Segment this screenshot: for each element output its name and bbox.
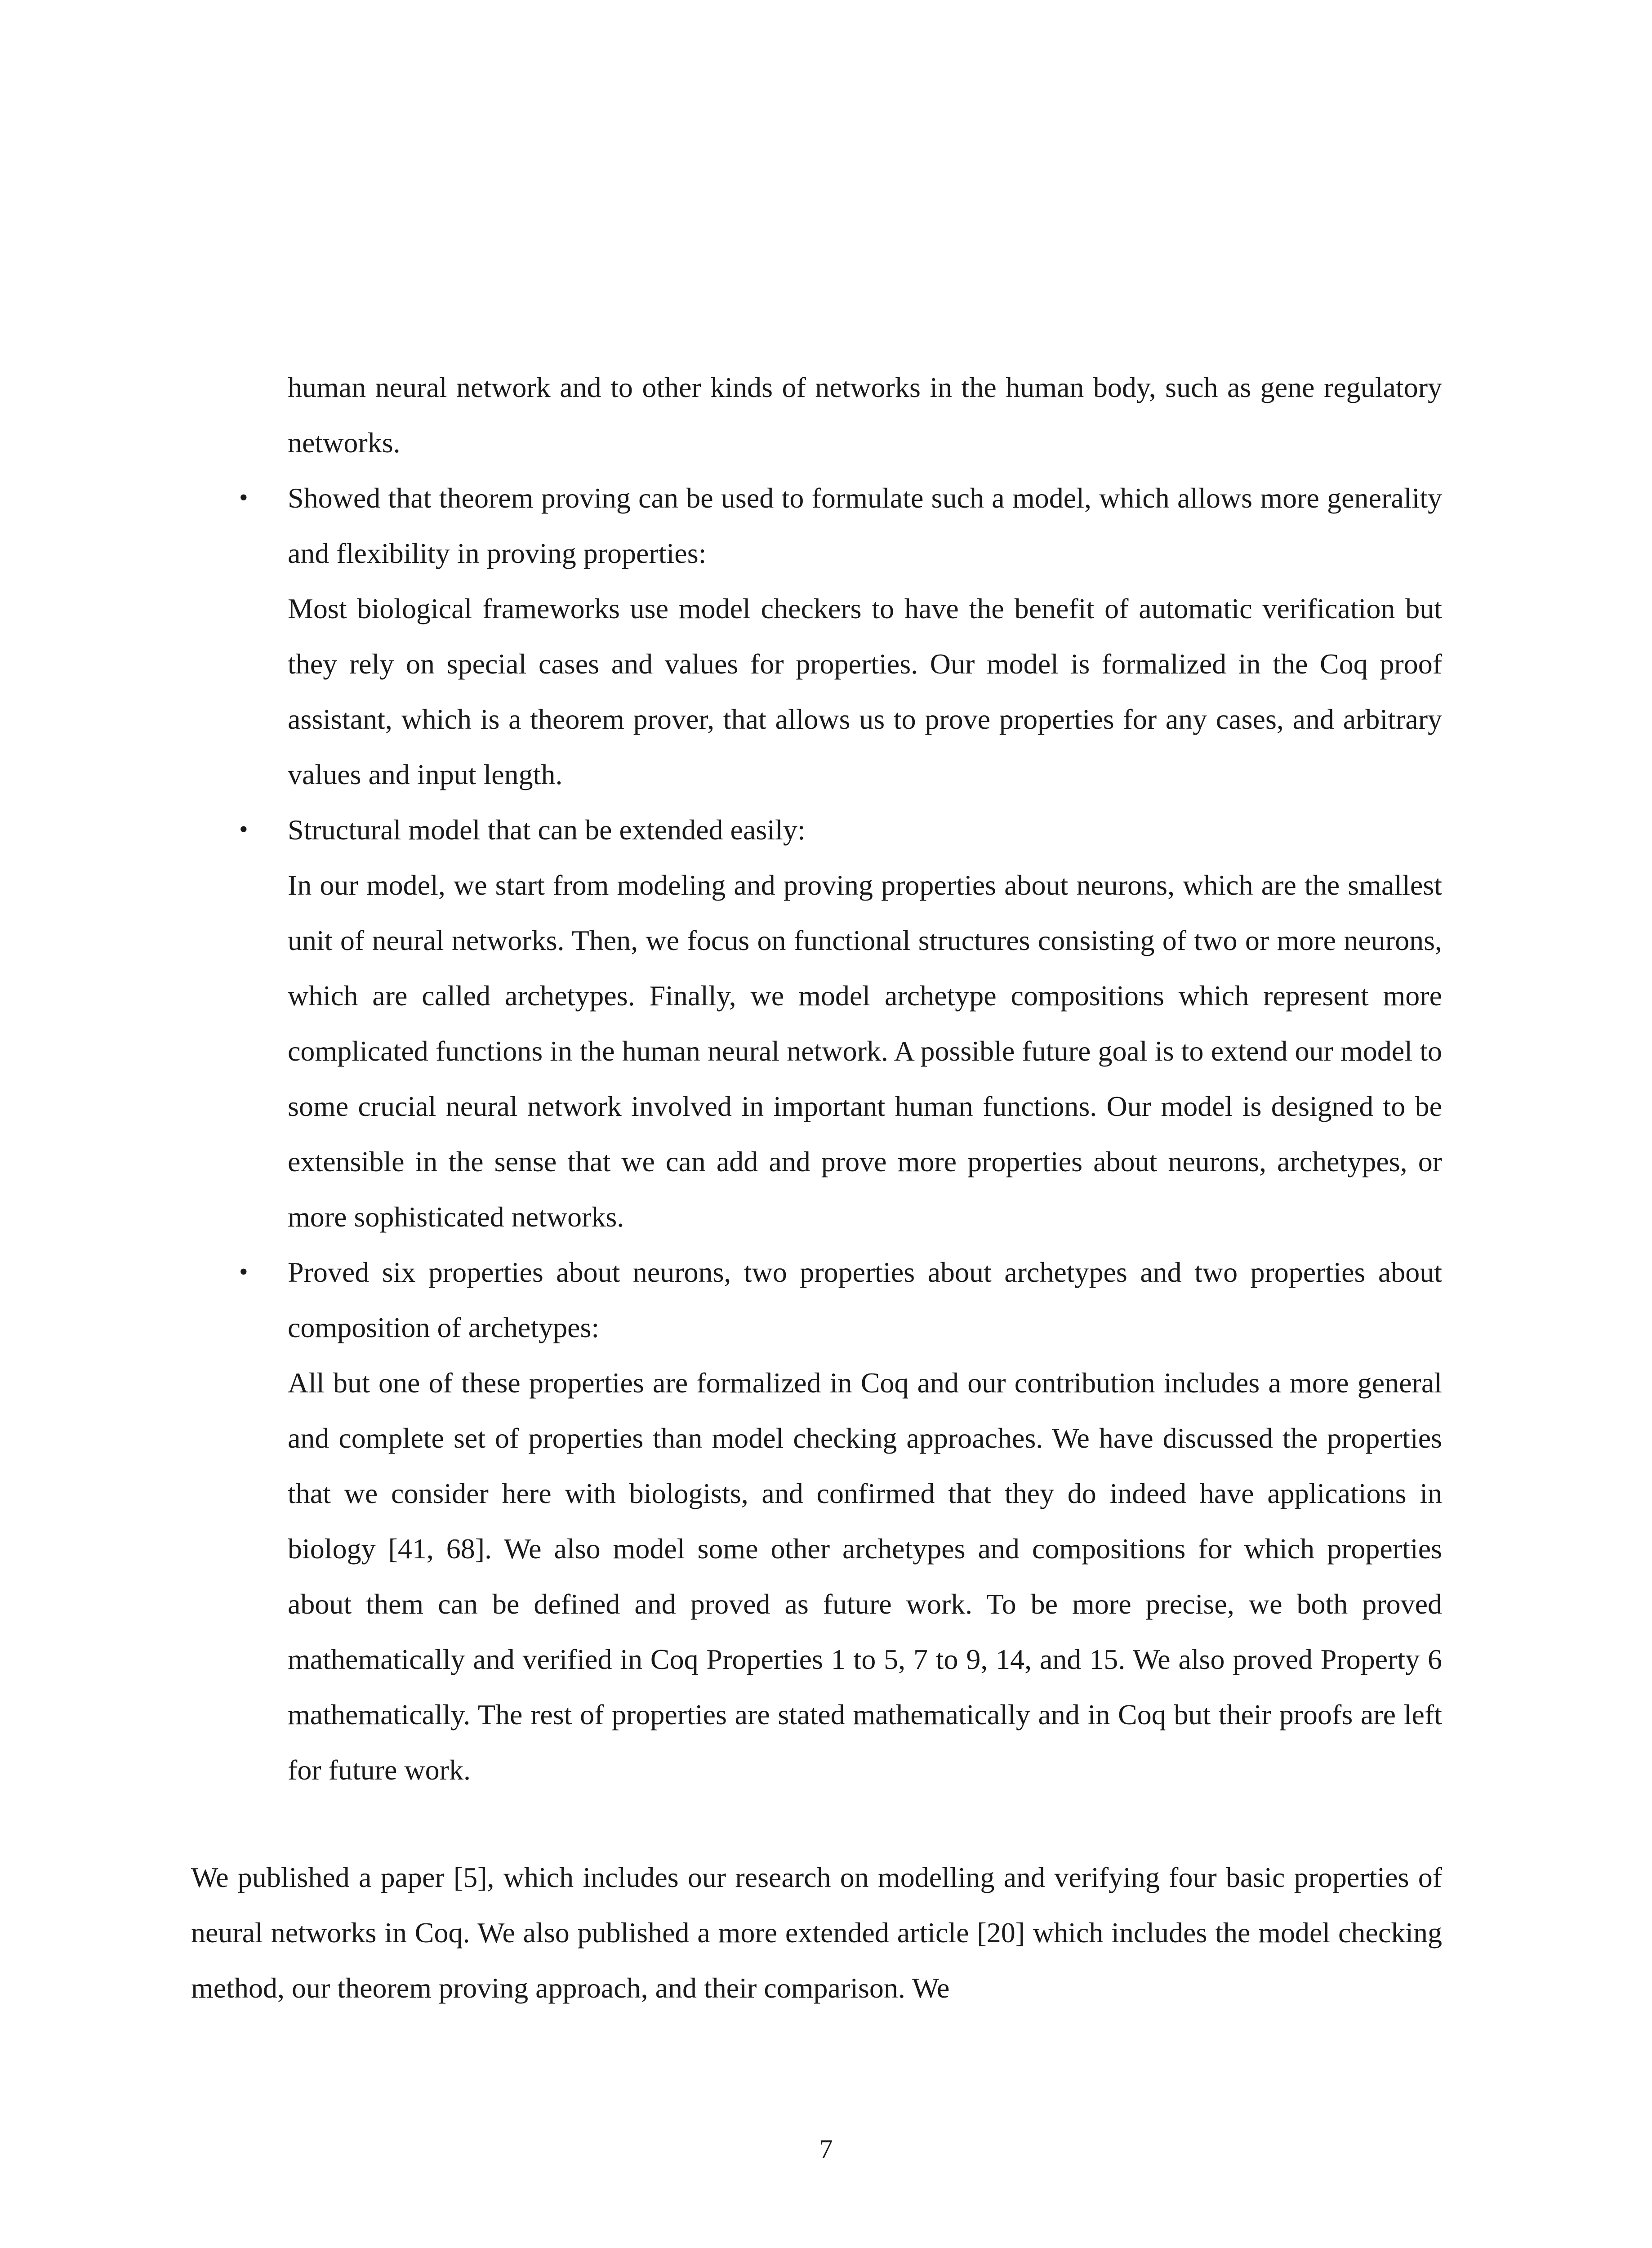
continuation-paragraph: human neural network and to other kinds of networks in the human body, such as gene regulatory networks. [288,371,1442,459]
bullet-icon: • [239,1258,248,1286]
page-body [191,360,1442,2016]
bullet-body: Most biological frameworks use model checkers to have the benefit of automatic verification but they rely on special cases and values for properties. Our model is formalized in the Coq proof assistant, which is a theorem prover, that allows us to prove properties for any cases, and arbitrary values and input length. [288,593,1442,790]
page-number: 7 [819,2134,833,2164]
bullet-item-structural-model [239,802,1442,1244]
bullet-heading: Proved six properties about neurons, two properties about archetypes and two properties about composition of archetypes: [288,1256,1442,1343]
bullet-icon: • [239,816,248,843]
bullet-heading: Structural model that can be extended easily: [288,814,806,846]
bullet-heading: Showed that theorem proving can be used to formulate such a model, which allows more generality and flexibility in proving properties: [288,482,1442,569]
bullet-item-theorem-proving [239,470,1442,802]
final-paragraph: We published a paper [5], which includes our research on modelling and verifying four basic properties of neural networks in Coq. We also published a more extended article [20] which includes the model checking method, our theorem proving approach, and their comparison. We [191,1861,1442,2004]
bullet-body: All but one of these properties are formalized in Coq and our contribution includes a more general and complete set of properties than model checking approaches. We have discussed the properties that we consider here with biologists, and confirmed that they do indeed have applications in biology [41, 68]. We also model some other archetypes and compositions for which properties about them can be defined and proved as future work. To be more precise, we both proved mathematically and verified in Coq Properties 1 to 5, 7 to 9, 14, and 15. We also proved Property 6 mathematically. The rest of properties are stated mathematically and in Coq but their proofs are left for future work. [288,1367,1442,1786]
bullet-item-proved-properties [239,1244,1442,1798]
bullet-icon: • [239,484,248,512]
bullet-body: In our model, we start from modeling and proving properties about neurons, which are the smallest unit of neural networks. Then, we focus on functional structures consisting of two or more neurons, which are called archetypes. Finally, we model archetype compositions which represent more complicated functions in the human neural network. A possible future goal is to extend our model to some crucial neural network involved in important human functions. Our model is designed to be extensible in the sense that we can add and prove more properties about neurons, archetypes, or more sophisticated networks. [288,869,1442,1233]
